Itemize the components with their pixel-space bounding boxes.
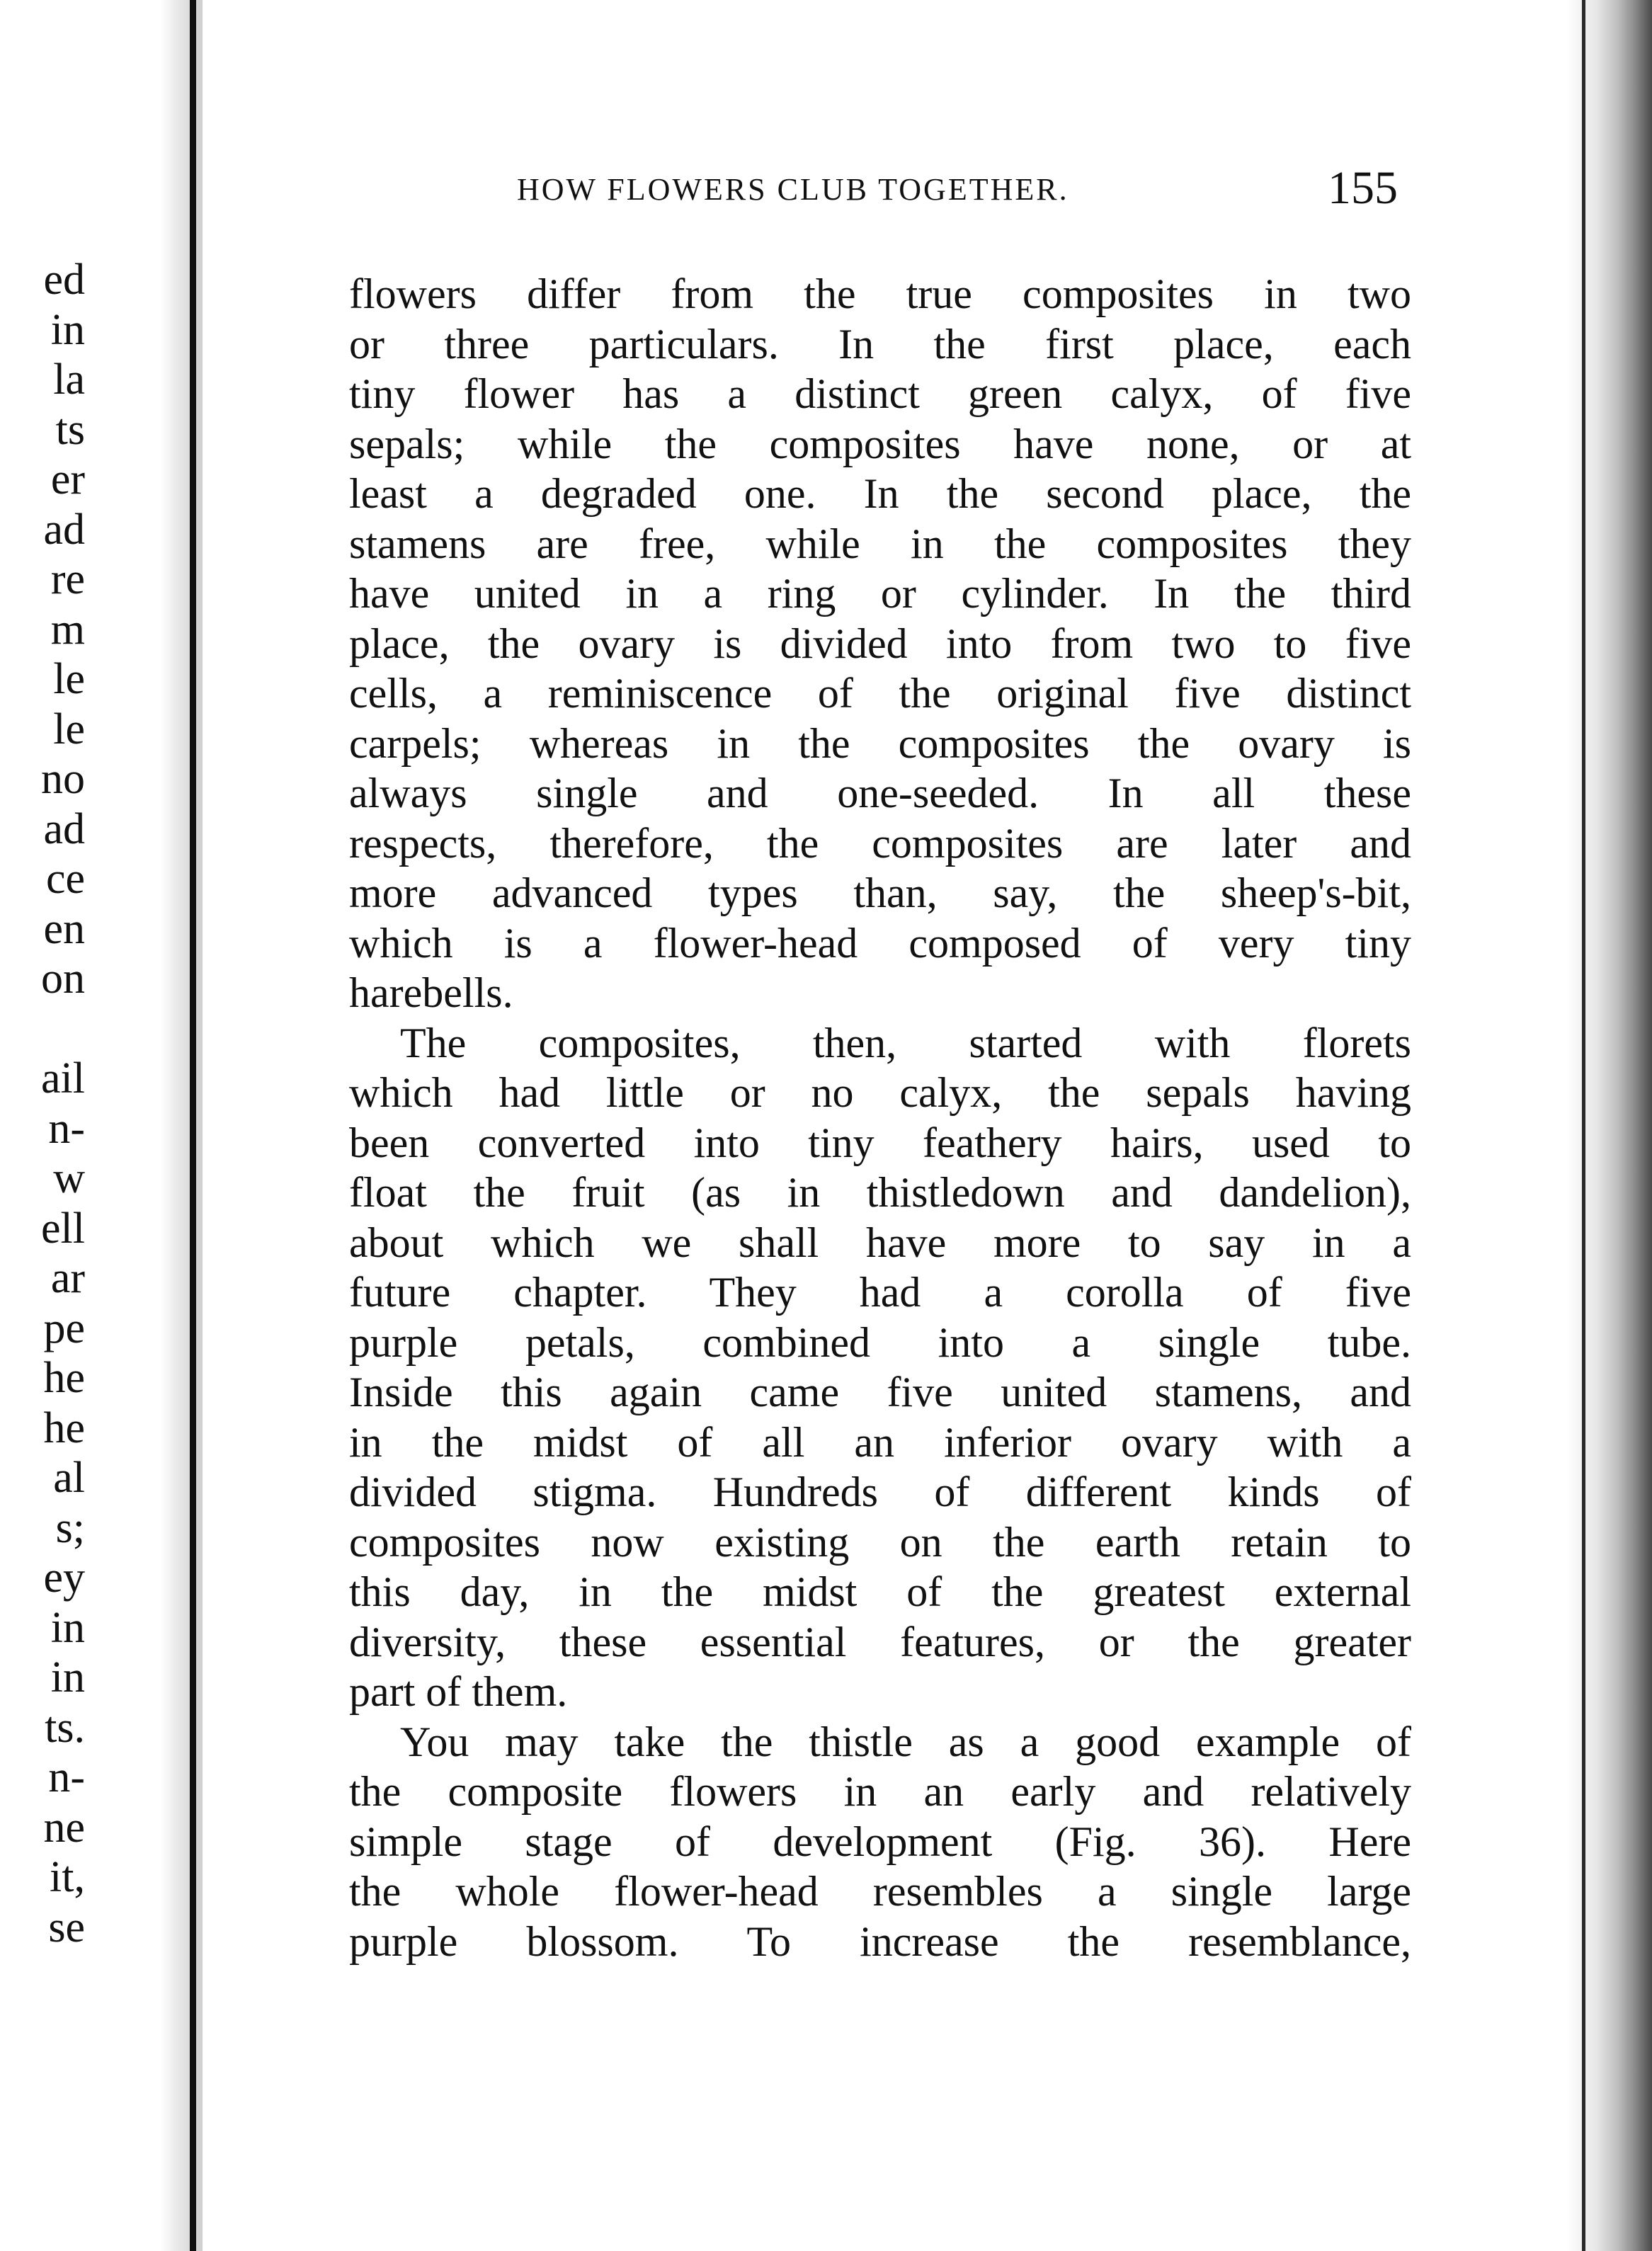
text-line: this day, in the midst of the greatest external [349, 1568, 1411, 1615]
text-line: float the fruit (as in thistledown and dandelion), [349, 1169, 1411, 1216]
text-line: stamens are free, while in the composites they [349, 520, 1411, 567]
body-text [349, 269, 1411, 1966]
text-line: tiny flower has a distinct green calyx, of five [349, 370, 1411, 417]
text-line: flowers differ from the true composites in two [349, 270, 1411, 317]
text-line: simple stage of development (Fig. 36). Here [349, 1818, 1411, 1865]
fragment-line: in [50, 305, 85, 354]
fragment-line: ts. [45, 1703, 85, 1752]
fragment-line: ce [45, 855, 85, 903]
fragment-line: ne [43, 1803, 85, 1852]
fragment-line: le [53, 705, 85, 753]
text-line: the composite flowers in an early and relatively [349, 1768, 1411, 1815]
text-line: purple blossom. To increase the resemblance, [349, 1917, 1411, 1965]
text-line: future chapter. They had a corolla of five [349, 1269, 1411, 1316]
text-line: respects, therefore, the composites are later and [349, 819, 1411, 867]
text-line: Inside this again came five united stamens, and [349, 1369, 1411, 1415]
fragment-line: ar [50, 1254, 85, 1302]
fragment-line: it, [50, 1853, 85, 1901]
page-edge-shade [1567, 0, 1652, 2251]
text-line: sepals; while the composites have none, or at [349, 420, 1411, 467]
fragment-line: er [50, 455, 85, 503]
text-line: about which we shall have more to say in a [349, 1219, 1411, 1266]
text-line: more advanced types than, say, the sheep's-bit, [349, 870, 1411, 916]
gutter-shadow [160, 0, 203, 2251]
fragment-line: s; [55, 1503, 85, 1552]
fragment-line: al [53, 1454, 85, 1502]
fragment-line: ell [41, 1204, 85, 1253]
text-line: which had little or no calyx, the sepals having [349, 1069, 1411, 1116]
text-line: cells, a reminiscence of the original five distinct [349, 670, 1411, 717]
running-head: HOW FLOWERS CLUB TOGETHER. [517, 172, 1069, 207]
fragment-line: no [41, 755, 85, 803]
fragment-line: re [50, 555, 85, 603]
text-line: always single and one-seeded. In all these [349, 770, 1411, 816]
fragment-line: ail [41, 1054, 85, 1102]
fragment-line: en [43, 904, 85, 953]
fragment-line: ad [43, 804, 85, 853]
text-line: composites now existing on the earth retain to [349, 1518, 1411, 1566]
fragment-line: he [43, 1354, 85, 1402]
fragment-line: m [50, 605, 85, 654]
fragment-line: ts [55, 405, 85, 454]
page-edge-line [1582, 0, 1585, 2251]
text-line: part of them. [349, 1668, 568, 1715]
fragment-line: in [50, 1653, 85, 1702]
text-line: least a degraded one. In the second place, the [349, 470, 1411, 517]
fragment-line: n- [48, 1104, 85, 1153]
text-line: have united in a ring or cylinder. In the third [349, 570, 1411, 617]
text-line: place, the ovary is divided into from two to five [349, 620, 1411, 667]
page-number: 155 [1328, 162, 1398, 214]
fragment-line [0, 1004, 85, 1054]
gutter-line [190, 0, 196, 2251]
paragraph-first-line: You may take the thistle as a good example of [400, 1718, 1411, 1765]
fragment-line: pe [43, 1304, 85, 1352]
fragment-line: la [53, 355, 85, 404]
text-line: purple petals, combined into a single tube. [349, 1318, 1411, 1366]
fragment-line: on [41, 954, 85, 1003]
fragment-line: ed [43, 256, 85, 304]
fragment-line: w [53, 1154, 85, 1202]
fragment-line: he [43, 1403, 85, 1452]
text-line: been converted into tiny feathery hairs, used to [349, 1119, 1411, 1166]
paragraph-first-line: The composites, then, started with florets [400, 1019, 1411, 1066]
fragment-line: ad [43, 505, 85, 554]
text-line: or three particulars. In the first place, each [349, 320, 1411, 367]
text-line: diversity, these essential features, or the greater [349, 1618, 1411, 1665]
text-line: which is a flower-head composed of very tiny [349, 919, 1411, 967]
text-line: carpels; whereas in the composites the ovary is [349, 719, 1411, 767]
text-line: the whole flower-head resembles a single large [349, 1868, 1411, 1915]
text-line: harebells. [349, 969, 513, 1016]
fragment-line: n- [48, 1753, 85, 1801]
fragment-line: se [48, 1903, 85, 1951]
text-line: divided stigma. Hundreds of different kinds of [349, 1469, 1411, 1515]
fragment-line: in [50, 1603, 85, 1652]
text-line: in the midst of all an inferior ovary with a [349, 1418, 1411, 1466]
left-page-fragment [0, 255, 85, 1952]
fragment-line: ey [43, 1554, 85, 1602]
fragment-line: le [53, 655, 85, 703]
